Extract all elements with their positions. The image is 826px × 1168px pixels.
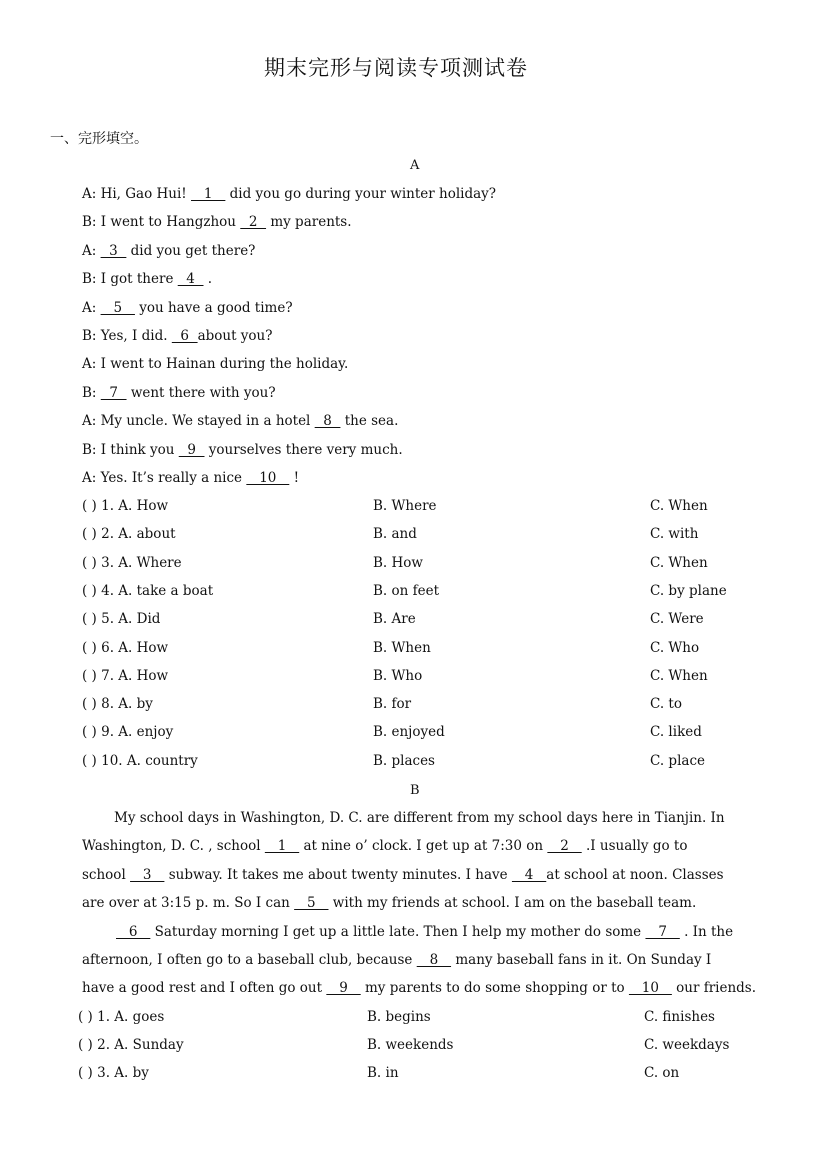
- passage-line: [82, 952, 711, 968]
- question-option-a: ( ) 4. A. take a boat: [82, 582, 214, 599]
- question-option-a: ( ) 1. A. goes: [78, 1009, 165, 1025]
- passage-line: [82, 895, 696, 911]
- passage-text: with my friends at school. I am on the baseball team.: [328, 895, 697, 911]
- answer-blank: 8: [314, 413, 341, 430]
- passage-text: have a good rest and I often go out: [82, 980, 327, 996]
- dialogue-line: [82, 186, 496, 202]
- question-option-b: B. When: [373, 639, 431, 656]
- passage-line: [116, 924, 733, 940]
- question-option-c: C. When: [650, 554, 708, 571]
- dialogue-text: Yes. It’s really a nice: [100, 470, 247, 486]
- question-option-a: ( ) 8. A. by: [82, 696, 153, 713]
- dialogue-text: Hi, Gao Hui!: [100, 186, 192, 202]
- dialogue-line: [82, 328, 273, 344]
- question-option-b: B. enjoyed: [373, 724, 445, 741]
- passage-text: my parents to do some shopping or to: [360, 980, 629, 996]
- question-option-b: B. and: [373, 526, 417, 543]
- question-option-a: ( ) 10. A. country: [82, 752, 198, 769]
- page-title: 期末完形与阅读专项测试卷: [264, 56, 528, 80]
- passage-text: at school at noon. Classes: [546, 867, 724, 883]
- dialogue-text: the sea.: [340, 413, 399, 430]
- dialogue-line: [82, 243, 255, 259]
- question-option-b: B. Are: [373, 611, 416, 628]
- passage-text: school: [82, 867, 131, 883]
- question-option-c: C. by plane: [650, 582, 727, 599]
- question-option-c: C. with: [650, 526, 699, 543]
- question-option-c: C. When: [650, 667, 708, 684]
- speaker-label: A:: [82, 299, 101, 316]
- answer-blank: 1: [264, 838, 300, 854]
- dialogue-line: [82, 385, 276, 401]
- speaker-label: B:: [82, 441, 101, 458]
- answer-blank: 9: [326, 980, 361, 996]
- speaker-label: A:: [82, 186, 101, 202]
- passage-line: [82, 838, 687, 854]
- passage-line: [114, 810, 725, 826]
- answer-blank: 1: [191, 186, 226, 202]
- dialogue-text: I went to Hainan during the holiday.: [100, 356, 349, 373]
- passage-line: [82, 980, 756, 996]
- answer-blank: 3: [130, 867, 165, 883]
- dialogue-line: [82, 271, 212, 287]
- answer-blank: 10: [628, 980, 672, 996]
- answer-blank: 9: [178, 441, 205, 458]
- passage-text: at nine o’ clock. I get up at 7:30 on: [299, 838, 548, 854]
- question-option-a: ( ) 9. A. enjoy: [82, 724, 174, 741]
- answer-blank: 2: [240, 214, 267, 231]
- answer-blank: 4: [177, 271, 204, 288]
- passage-b-label: B: [410, 783, 420, 798]
- question-option-b: B. in: [367, 1065, 399, 1082]
- speaker-label: B:: [82, 271, 101, 288]
- passage-text: Washington, D. C. , school: [82, 838, 265, 854]
- speaker-label: B:: [82, 384, 101, 401]
- question-option-c: C. liked: [650, 724, 702, 741]
- question-option-a: ( ) 6. A. How: [82, 639, 169, 656]
- question-option-a: ( ) 2. A. Sunday: [78, 1037, 184, 1054]
- dialogue-text: about you?: [197, 328, 273, 344]
- dialogue-line: [82, 214, 352, 230]
- question-option-a: ( ) 2. A. about: [82, 526, 176, 543]
- question-option-b: B. places: [373, 752, 435, 769]
- answer-blank: 2: [547, 838, 582, 854]
- dialogue-text: I went to Hangzhou: [100, 214, 241, 231]
- answer-blank: 6: [171, 328, 198, 344]
- dialogue-text: my parents.: [266, 214, 352, 231]
- speaker-label: B:: [82, 328, 101, 344]
- passage-text: our friends.: [671, 980, 757, 996]
- question-option-a: ( ) 7. A. How: [82, 667, 169, 684]
- question-option-b: B. Where: [373, 498, 437, 514]
- passage-line: [82, 867, 724, 883]
- passage-text: subway. It takes me about twenty minutes. I have: [164, 867, 512, 883]
- dialogue-text: .: [203, 271, 213, 288]
- dialogue-text: went there with you?: [126, 384, 276, 401]
- dialogue-text: did you get there?: [126, 242, 256, 259]
- dialogue-text: I got there: [100, 271, 178, 288]
- question-option-c: C. place: [650, 752, 705, 769]
- answer-blank: 3: [100, 242, 127, 259]
- question-option-c: C. Were: [650, 611, 704, 628]
- dialogue-line: [82, 356, 348, 372]
- speaker-label: A:: [82, 356, 101, 373]
- question-option-b: B. weekends: [367, 1037, 454, 1054]
- passage-text: many baseball fans in it. On Sunday I: [451, 952, 712, 968]
- question-option-c: C. to: [650, 696, 682, 713]
- dialogue-text: I think you: [100, 441, 179, 458]
- passage-text: . In the: [679, 924, 734, 940]
- question-option-b: B. Who: [373, 667, 423, 684]
- question-option-a: ( ) 5. A. Did: [82, 611, 161, 628]
- dialogue-line: [82, 300, 293, 316]
- dialogue-line: [82, 413, 398, 429]
- question-option-a: ( ) 3. A. by: [78, 1065, 149, 1082]
- answer-blank: 5: [100, 299, 135, 316]
- speaker-label: B:: [82, 214, 101, 231]
- question-option-b: B. on feet: [373, 582, 440, 599]
- answer-blank: 7: [100, 384, 127, 401]
- passage-a-label: A: [410, 158, 420, 173]
- dialogue-text: !: [289, 470, 299, 486]
- question-option-c: C. finishes: [644, 1009, 715, 1025]
- dialogue-line: [82, 442, 403, 458]
- question-option-b: B. for: [373, 696, 412, 713]
- answer-blank: 8: [416, 952, 452, 968]
- dialogue-line: [82, 470, 299, 486]
- answer-blank: 5: [294, 895, 329, 911]
- question-option-b: B. begins: [367, 1009, 431, 1025]
- question-option-c: C. When: [650, 498, 708, 514]
- question-option-b: B. How: [373, 554, 423, 571]
- question-option-c: C. Who: [650, 639, 700, 656]
- passage-text: .I usually go to: [581, 838, 688, 854]
- question-option-c: C. on: [644, 1065, 680, 1082]
- question-option-c: C. weekdays: [644, 1037, 730, 1054]
- question-option-a: ( ) 1. A. How: [82, 498, 169, 514]
- question-option-a: ( ) 3. A. Where: [82, 554, 182, 571]
- answer-blank: 10: [246, 470, 290, 486]
- speaker-label: A:: [82, 413, 101, 430]
- speaker-label: A:: [82, 242, 101, 259]
- dialogue-text: you have a good time?: [134, 299, 293, 316]
- dialogue-text: yourselves there very much.: [204, 441, 403, 458]
- passage-text: afternoon, I often go to a baseball club, because: [82, 952, 417, 968]
- passage-text: My school days in Washington, D. C. are different from my school days here in Tianjin. In: [114, 810, 725, 826]
- answer-blank: 7: [645, 924, 680, 940]
- section-heading: 一、完形填空。: [50, 131, 148, 147]
- answer-blank: 4: [511, 867, 547, 883]
- dialogue-text: My uncle. We stayed in a hotel: [100, 413, 315, 430]
- answer-blank: 6: [116, 924, 151, 940]
- speaker-label: A:: [82, 470, 101, 486]
- dialogue-text: Yes, I did.: [100, 328, 172, 344]
- passage-text: are over at 3:15 p. m. So I can: [82, 895, 295, 911]
- passage-text: Saturday morning I get up a little late. Then I help my mother do some: [150, 924, 646, 940]
- dialogue-text: did you go during your winter holiday?: [225, 186, 497, 202]
